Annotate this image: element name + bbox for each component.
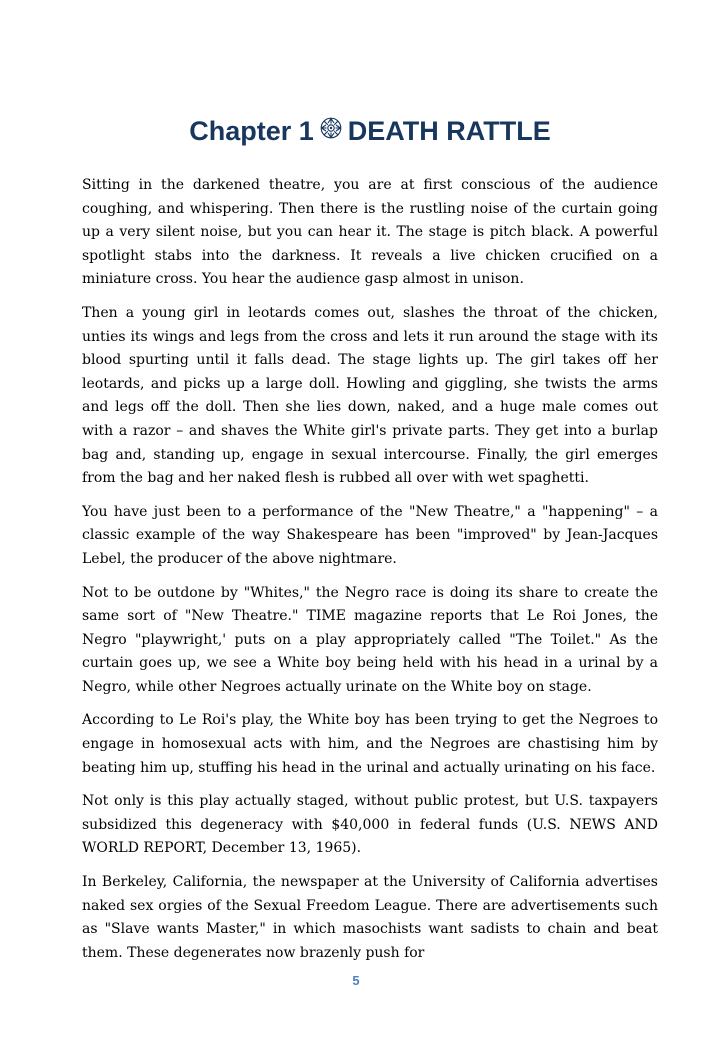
chapter-title-text: DEATH RATTLE [347,116,551,146]
paragraph-3: You have just been to a performance of the "New Theatre," a "happening" – a classic example of the way Shakespeare has been "improved" by Jean-Jacques Lebel, the producer of the above nightmare. [82,503,658,567]
sun-flower-icon [320,111,342,149]
chapter-number-label: Chapter 1 [189,116,314,146]
paragraph-5: According to Le Roi's play, the White boy has been trying to get the Negroes to engage in homosexual acts with him, and the Negroes are chastising him by beating him up, stuffing his head in the urinal and actually urinating on his face. [82,712,658,776]
page-number: 5 [352,973,360,988]
paragraph-6: Not only is this play actually staged, without public protest, but U.S. taxpayers subsidized this degeneracy with $40,000 in federal funds (U.S. NEWS AND WORLD REPORT, December 13, 1965). [82,793,658,857]
paragraph-2: Then a young girl in leotards comes out, slashes the throat of the chicken, unties its wings and legs from the cross and lets it run around the stage with its blood spurting until it falls dead. The stage lights up. The girl takes off her leotards, and picks up a large doll. Howling and giggling, she twists the arms and legs off the doll. Then she lies down, naked, and a huge male comes out with a razor – and shaves the White girl's private parts. They get into a burlap bag and, standing up, engage in sexual intercourse. Finally, the girl emerges from the bag and her naked flesh is rubbed all over with wet spaghetti. [82,304,658,487]
document-page [82,112,658,975]
paragraph-7: In Berkeley, California, the newspaper at the University of California advertises naked sex orgies of the Sexual Freedom League. There are advertisements such as "Slave wants Master," in which masochists want sadists to chain and beat them. These degenerates now brazenly push for [82,874,658,961]
chapter-heading [82,112,658,150]
chapter-body [82,174,658,965]
paragraph-1: Sitting in the darkened theatre, you are at first conscious of the audience coughing, and whispering. Then there is the rustling noise of the curtain going up a very silent noise, but you can hear it. The stage is pitch black. A powerful spotlight stabs into the darkness. It reveals a live chicken crucified on a miniature cross. You hear the audience gasp almost in unison. [82,177,658,288]
paragraph-4: Not to be outdone by "Whites," the Negro race is doing its share to create the same sort of "New Theatre." TIME magazine reports that Le Roi Jones, the Negro "playwright,' puts on a play appropriately called "The Toilet." As the curtain goes up, we see a White boy being held with his head in a urinal by a Negro, while other Negroes actually urinate on the White boy on stage. [82,584,658,695]
